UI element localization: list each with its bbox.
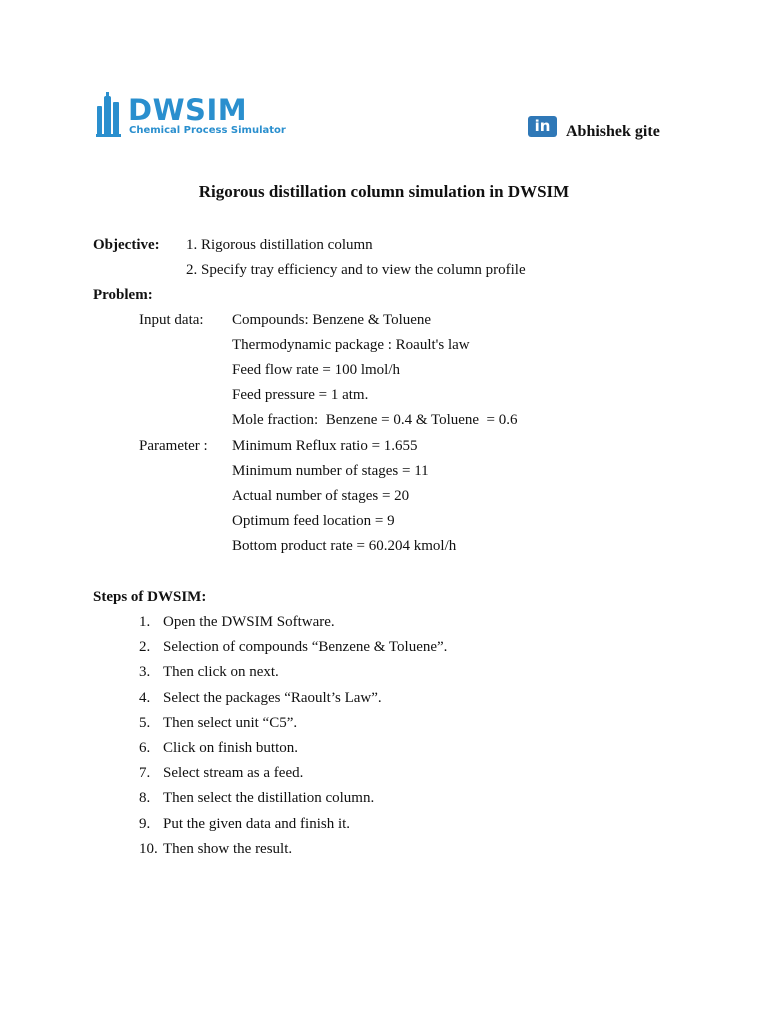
input-item: Feed flow rate = 100 lmol/h [232, 362, 401, 378]
input-data-label: Input data: [139, 312, 204, 328]
steps-label: Steps of DWSIM: [93, 589, 207, 605]
step-text: Selection of compounds “Benzene & Toluene”. [163, 639, 448, 655]
objective-item: 2. Specify tray efficiency and to view the column profile [186, 262, 526, 278]
parameter-item: Bottom product rate = 60.204 kmol/h [232, 538, 457, 554]
step-number: 2. [139, 639, 151, 655]
step-number: 10. [139, 841, 158, 857]
input-item: Feed pressure = 1 atm. [232, 387, 369, 403]
objective-item: 1. Rigorous distillation column [186, 237, 373, 253]
problem-label: Problem: [93, 287, 153, 303]
linkedin-icon: in [528, 116, 557, 137]
step-number: 4. [139, 690, 151, 706]
step-text: Click on finish button. [163, 740, 298, 756]
step-number: 1. [139, 614, 151, 630]
logo-wordmark: DWSIM [128, 93, 248, 127]
input-item: Mole fraction: Benzene = 0.4 & Toluene = 0.6 [232, 412, 518, 428]
step-number: 5. [139, 715, 151, 731]
step-number: 9. [139, 816, 151, 832]
document-title: Rigorous distillation column simulation in DWSIM [198, 182, 570, 201]
step-text: Select stream as a feed. [163, 765, 304, 781]
distillation-tower-icon [96, 92, 121, 137]
step-text: Then click on next. [163, 664, 279, 680]
parameter-item: Actual number of stages = 20 [232, 488, 410, 504]
logo-subtitle: Chemical Process Simulator [129, 125, 286, 136]
step-number: 8. [139, 790, 151, 806]
parameter-item: Optimum feed location = 9 [232, 513, 395, 529]
step-number: 7. [139, 765, 151, 781]
step-text: Select the packages “Raoult’s Law”. [163, 690, 382, 706]
step-number: 3. [139, 664, 151, 680]
input-item: Thermodynamic package : Roault's law [232, 337, 470, 353]
objective-label: Objective: [93, 237, 160, 253]
input-item: Compounds: Benzene & Toluene [232, 312, 432, 328]
step-number: 6. [139, 740, 151, 756]
parameter-item: Minimum number of stages = 11 [232, 463, 429, 479]
author-name: Abhishek gite [566, 123, 660, 140]
parameter-item: Minimum Reflux ratio = 1.655 [232, 438, 418, 454]
step-text: Then select unit “C5”. [163, 715, 298, 731]
step-text: Put the given data and finish it. [163, 816, 351, 832]
step-text: Open the DWSIM Software. [163, 614, 335, 630]
parameter-label: Parameter : [139, 438, 208, 454]
step-text: Then select the distillation column. [163, 790, 375, 806]
step-text: Then show the result. [163, 841, 293, 857]
